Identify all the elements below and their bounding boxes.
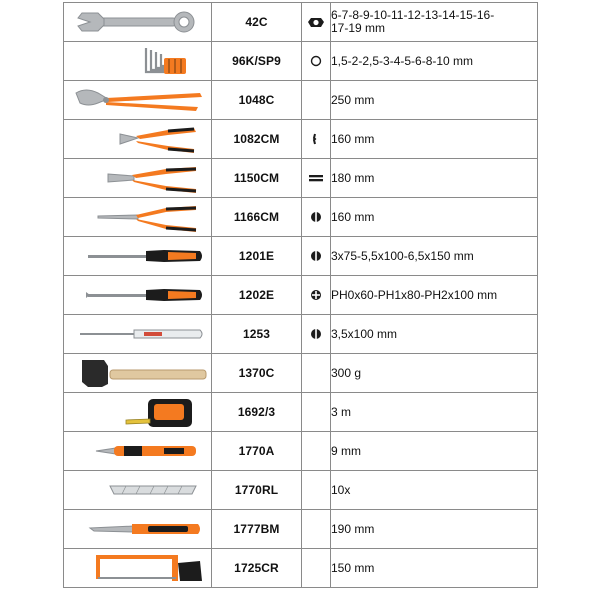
- tool-image-cell: [64, 237, 212, 276]
- tool-code: 1166CM: [212, 198, 302, 237]
- tool-image-cell: [64, 120, 212, 159]
- tool-code: 1370C: [212, 354, 302, 393]
- diagonal-cutters-image: [68, 122, 208, 156]
- cut-icon: [306, 129, 326, 149]
- combination-wrench-image: [68, 5, 208, 39]
- tool-code: 1770A: [212, 432, 302, 471]
- table-row: [64, 354, 538, 393]
- tool-symbol-cell: [302, 393, 331, 432]
- table-row: [64, 510, 538, 549]
- tool-image-cell: [64, 159, 212, 198]
- tool-code: 1082CM: [212, 120, 302, 159]
- tool-image-cell: [64, 315, 212, 354]
- table-row: [64, 432, 538, 471]
- tool-symbol-cell: [302, 471, 331, 510]
- tool-symbol-cell: [302, 3, 331, 42]
- tool-image-cell: [64, 354, 212, 393]
- tool-code: 1201E: [212, 237, 302, 276]
- table-row: [64, 276, 538, 315]
- table-row: [64, 237, 538, 276]
- table-row: [64, 42, 538, 81]
- tool-symbol-cell: [302, 315, 331, 354]
- circle-icon: [306, 51, 326, 71]
- tool-image-cell: [64, 198, 212, 237]
- slotted-tip-icon: [306, 324, 326, 344]
- voltage-tester-image: [68, 317, 208, 351]
- tool-image-cell: [64, 549, 212, 588]
- tool-image-cell: [64, 510, 212, 549]
- cable-knife-image: [68, 512, 208, 546]
- water-pump-pliers-image: [68, 83, 208, 117]
- tape-measure-image: [68, 395, 208, 429]
- tool-symbol-cell: [302, 354, 331, 393]
- combination-pliers-image: [68, 161, 208, 195]
- tool-size: 180 mm: [331, 159, 538, 198]
- tool-symbol-cell: [302, 510, 331, 549]
- tool-size: 3 m: [331, 393, 538, 432]
- tool-size: 300 g: [331, 354, 538, 393]
- tool-code: 1725CR: [212, 549, 302, 588]
- table-row: [64, 120, 538, 159]
- tool-symbol-cell: [302, 276, 331, 315]
- tool-symbol-cell: [302, 42, 331, 81]
- tool-code: 1048C: [212, 81, 302, 120]
- tool-size: 150 mm: [331, 549, 538, 588]
- tool-symbol-cell: [302, 432, 331, 471]
- tool-code: 1777BM: [212, 510, 302, 549]
- table-row: [64, 159, 538, 198]
- tool-code: 1253: [212, 315, 302, 354]
- tool-image-cell: [64, 42, 212, 81]
- tool-code: 96K/SP9: [212, 42, 302, 81]
- tool-symbol-cell: [302, 198, 331, 237]
- table-row: [64, 3, 538, 42]
- tool-size: PH0x60-PH1x80-PH2x100 mm: [331, 276, 538, 315]
- tool-code: 1770RL: [212, 471, 302, 510]
- tool-symbol-cell: [302, 159, 331, 198]
- tool-size: 9 mm: [331, 432, 538, 471]
- spare-blades-image: [68, 473, 208, 507]
- table-row: [64, 471, 538, 510]
- tool-code: 1202E: [212, 276, 302, 315]
- tool-image-cell: [64, 432, 212, 471]
- tool-symbol-cell: [302, 549, 331, 588]
- hex-nut-icon: [306, 12, 326, 32]
- tool-image-cell: [64, 393, 212, 432]
- parallel-jaw-icon: [306, 168, 326, 188]
- tool-size: 3,5x100 mm: [331, 315, 538, 354]
- table-row: [64, 549, 538, 588]
- phillips-screwdriver-image: [68, 278, 208, 312]
- tool-image-cell: [64, 81, 212, 120]
- table-row: [64, 315, 538, 354]
- phillips-tip-icon: [306, 285, 326, 305]
- tool-size: 160 mm: [331, 198, 538, 237]
- tool-code: 42C: [212, 3, 302, 42]
- tool-symbol-cell: [302, 237, 331, 276]
- tool-image-cell: [64, 471, 212, 510]
- tool-size: 250 mm: [331, 81, 538, 120]
- tool-size: 160 mm: [331, 120, 538, 159]
- tool-size: 1,5-2-2,5-3-4-5-6-8-10 mm: [331, 42, 538, 81]
- hex-key-set-image: [68, 44, 208, 78]
- utility-knife-image: [68, 434, 208, 468]
- tool-symbol-cell: [302, 81, 331, 120]
- slotted-tip-icon: [306, 207, 326, 227]
- tool-symbol-cell: [302, 120, 331, 159]
- tool-size: 10x: [331, 471, 538, 510]
- hammer-image: [68, 356, 208, 390]
- table-row: [64, 198, 538, 237]
- tool-size: 3x75-5,5x100-6,5x150 mm: [331, 237, 538, 276]
- tool-size: 6-7-8-9-10-11-12-13-14-15-16- 17-19 mm: [331, 3, 538, 42]
- long-nose-pliers-image: [68, 200, 208, 234]
- tool-table-body: [64, 3, 538, 588]
- hacksaw-image: [68, 551, 208, 585]
- tool-code: 1692/3: [212, 393, 302, 432]
- tool-size: 190 mm: [331, 510, 538, 549]
- table-row: [64, 393, 538, 432]
- slotted-tip-icon: [306, 246, 326, 266]
- table-row: [64, 81, 538, 120]
- tool-image-cell: [64, 276, 212, 315]
- slotted-screwdriver-image: [68, 239, 208, 273]
- tool-image-cell: [64, 3, 212, 42]
- tool-code: 1150CM: [212, 159, 302, 198]
- tool-table: [63, 2, 538, 588]
